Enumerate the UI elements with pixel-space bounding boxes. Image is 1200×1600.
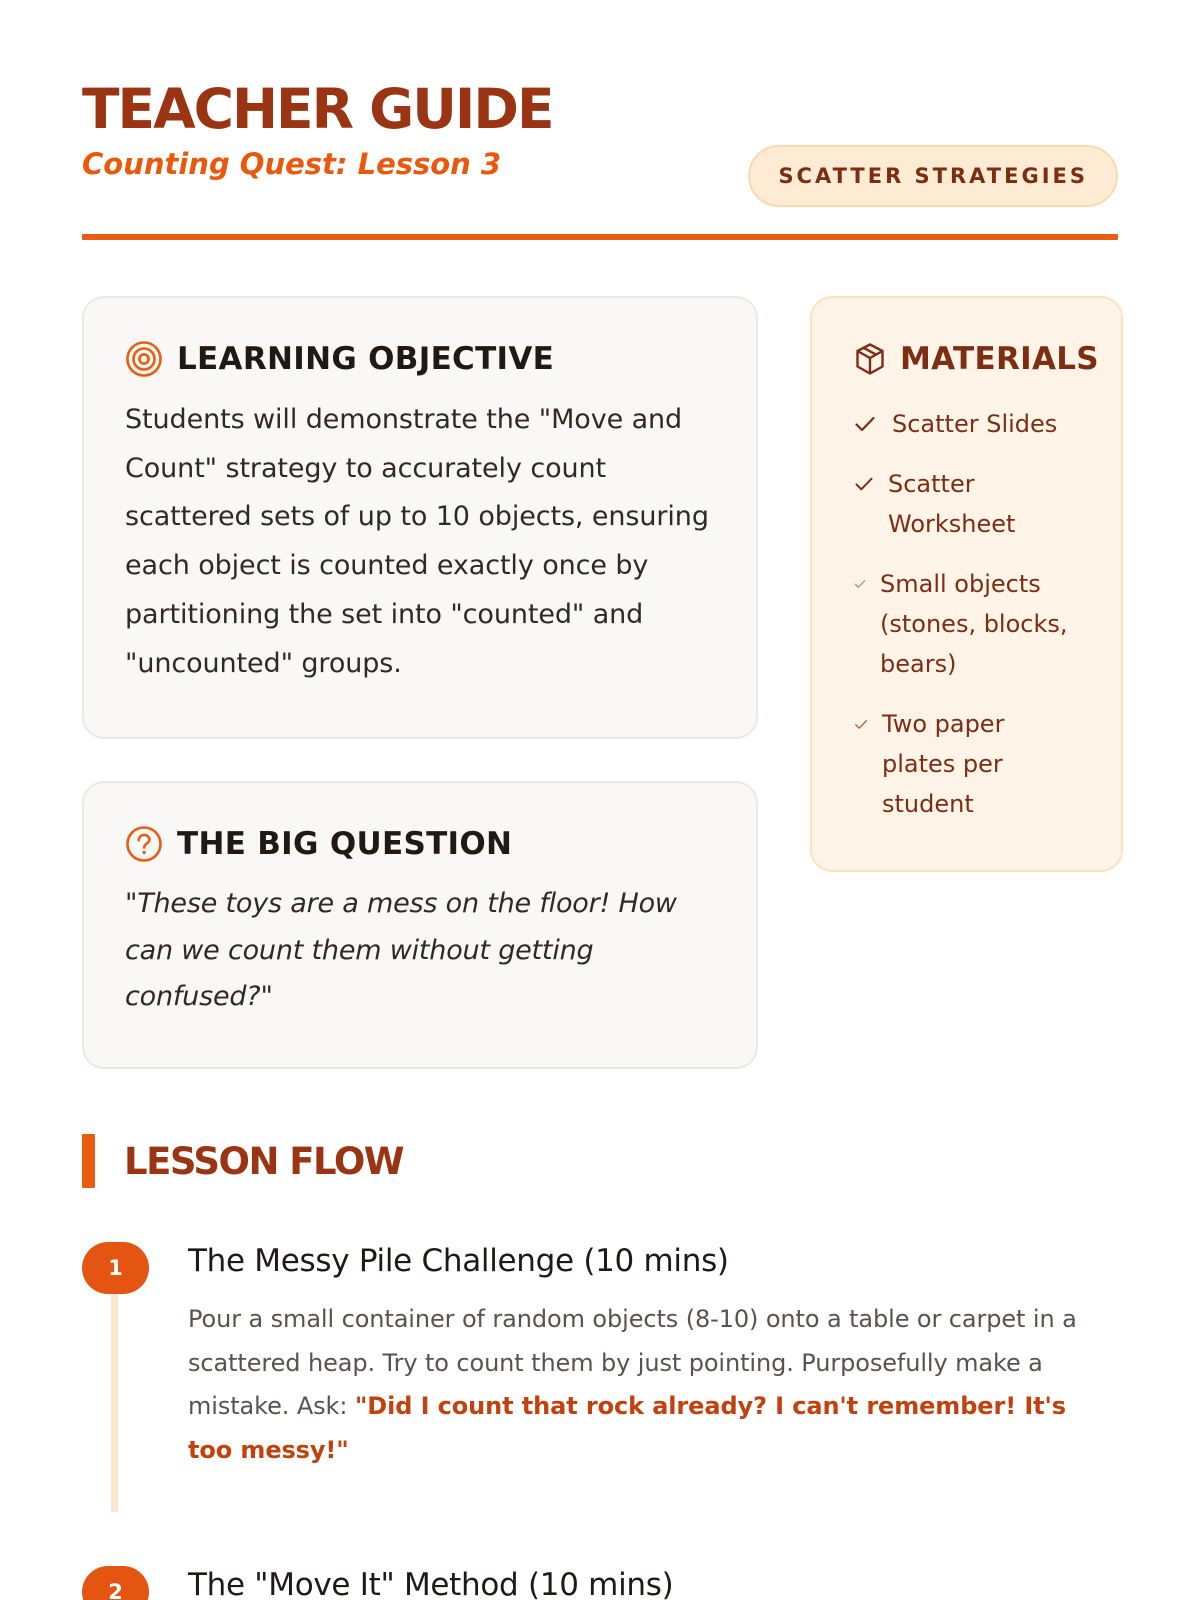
check-icon: [854, 464, 888, 504]
step-description-text: Pour a small container of random objects (8-10) onto a table or carpet in a scattered heap. Try to count them by just pointing. Purposefully make a mistake. Ask:: [188, 1305, 1077, 1420]
question-circle-icon: [125, 825, 163, 863]
section-accent-bar: [82, 1134, 95, 1188]
step-description: [188, 1298, 1088, 1472]
big-question-text: "These toys are a mess on the floor! How can we count them without getting confused?": [125, 888, 677, 1012]
check-icon: [854, 704, 882, 744]
step-number-badge: 1: [82, 1242, 149, 1294]
big-question-card: [82, 781, 758, 1069]
materials-header: [854, 336, 1101, 382]
step-title: The Messy Pile Challenge (10 mins): [188, 1243, 729, 1279]
check-icon: [854, 564, 880, 604]
step-quote: "Did I count that rock already? I can't remember! It's too messy!": [188, 1392, 1066, 1464]
step-timeline-line: [111, 1294, 118, 1512]
box-icon: [854, 342, 886, 376]
learning-objective-header: [125, 336, 716, 382]
learning-objective-heading: LEARNING OBJECTIVE: [177, 341, 555, 377]
page-header: [82, 0, 1118, 242]
materials-card: [810, 296, 1123, 872]
material-label: Scatter Slides: [892, 410, 1058, 438]
step-title: The "Move It" Method (10 mins): [188, 1567, 674, 1600]
learning-objective-card: [82, 296, 758, 739]
page-subtitle: Counting Quest: Lesson 3: [82, 147, 502, 181]
page-title: TEACHER GUIDE: [82, 77, 553, 141]
material-label: Two paper plates per student: [882, 710, 1005, 818]
materials-list: [854, 404, 1101, 824]
list-item: [854, 704, 1101, 824]
lesson-flow-header: [82, 1134, 403, 1188]
materials-heading: MATERIALS: [900, 341, 1099, 377]
list-item: [854, 464, 1101, 544]
big-question-header: [125, 821, 716, 867]
learning-objective-text: Students will demonstrate the "Move and Count" strategy to accurately count scattered sets of up to 10 objects, ensuring each object is counted exactly once by partitioning the set into "counted" and "uncounted" groups.: [125, 404, 709, 679]
check-icon: [854, 404, 892, 444]
target-icon: [125, 340, 163, 378]
list-item: [854, 564, 1101, 684]
topic-badge: SCATTER STRATEGIES: [748, 145, 1118, 207]
header-divider: [82, 234, 1118, 240]
material-label: Scatter Worksheet: [888, 470, 1016, 538]
big-question-heading: THE BIG QUESTION: [177, 826, 513, 862]
list-item: [854, 404, 1101, 444]
material-label: Small objects (stones, blocks, bears): [880, 570, 1068, 678]
lesson-flow-heading: LESSON FLOW: [124, 1139, 404, 1183]
step-number-badge: 2: [82, 1566, 149, 1600]
